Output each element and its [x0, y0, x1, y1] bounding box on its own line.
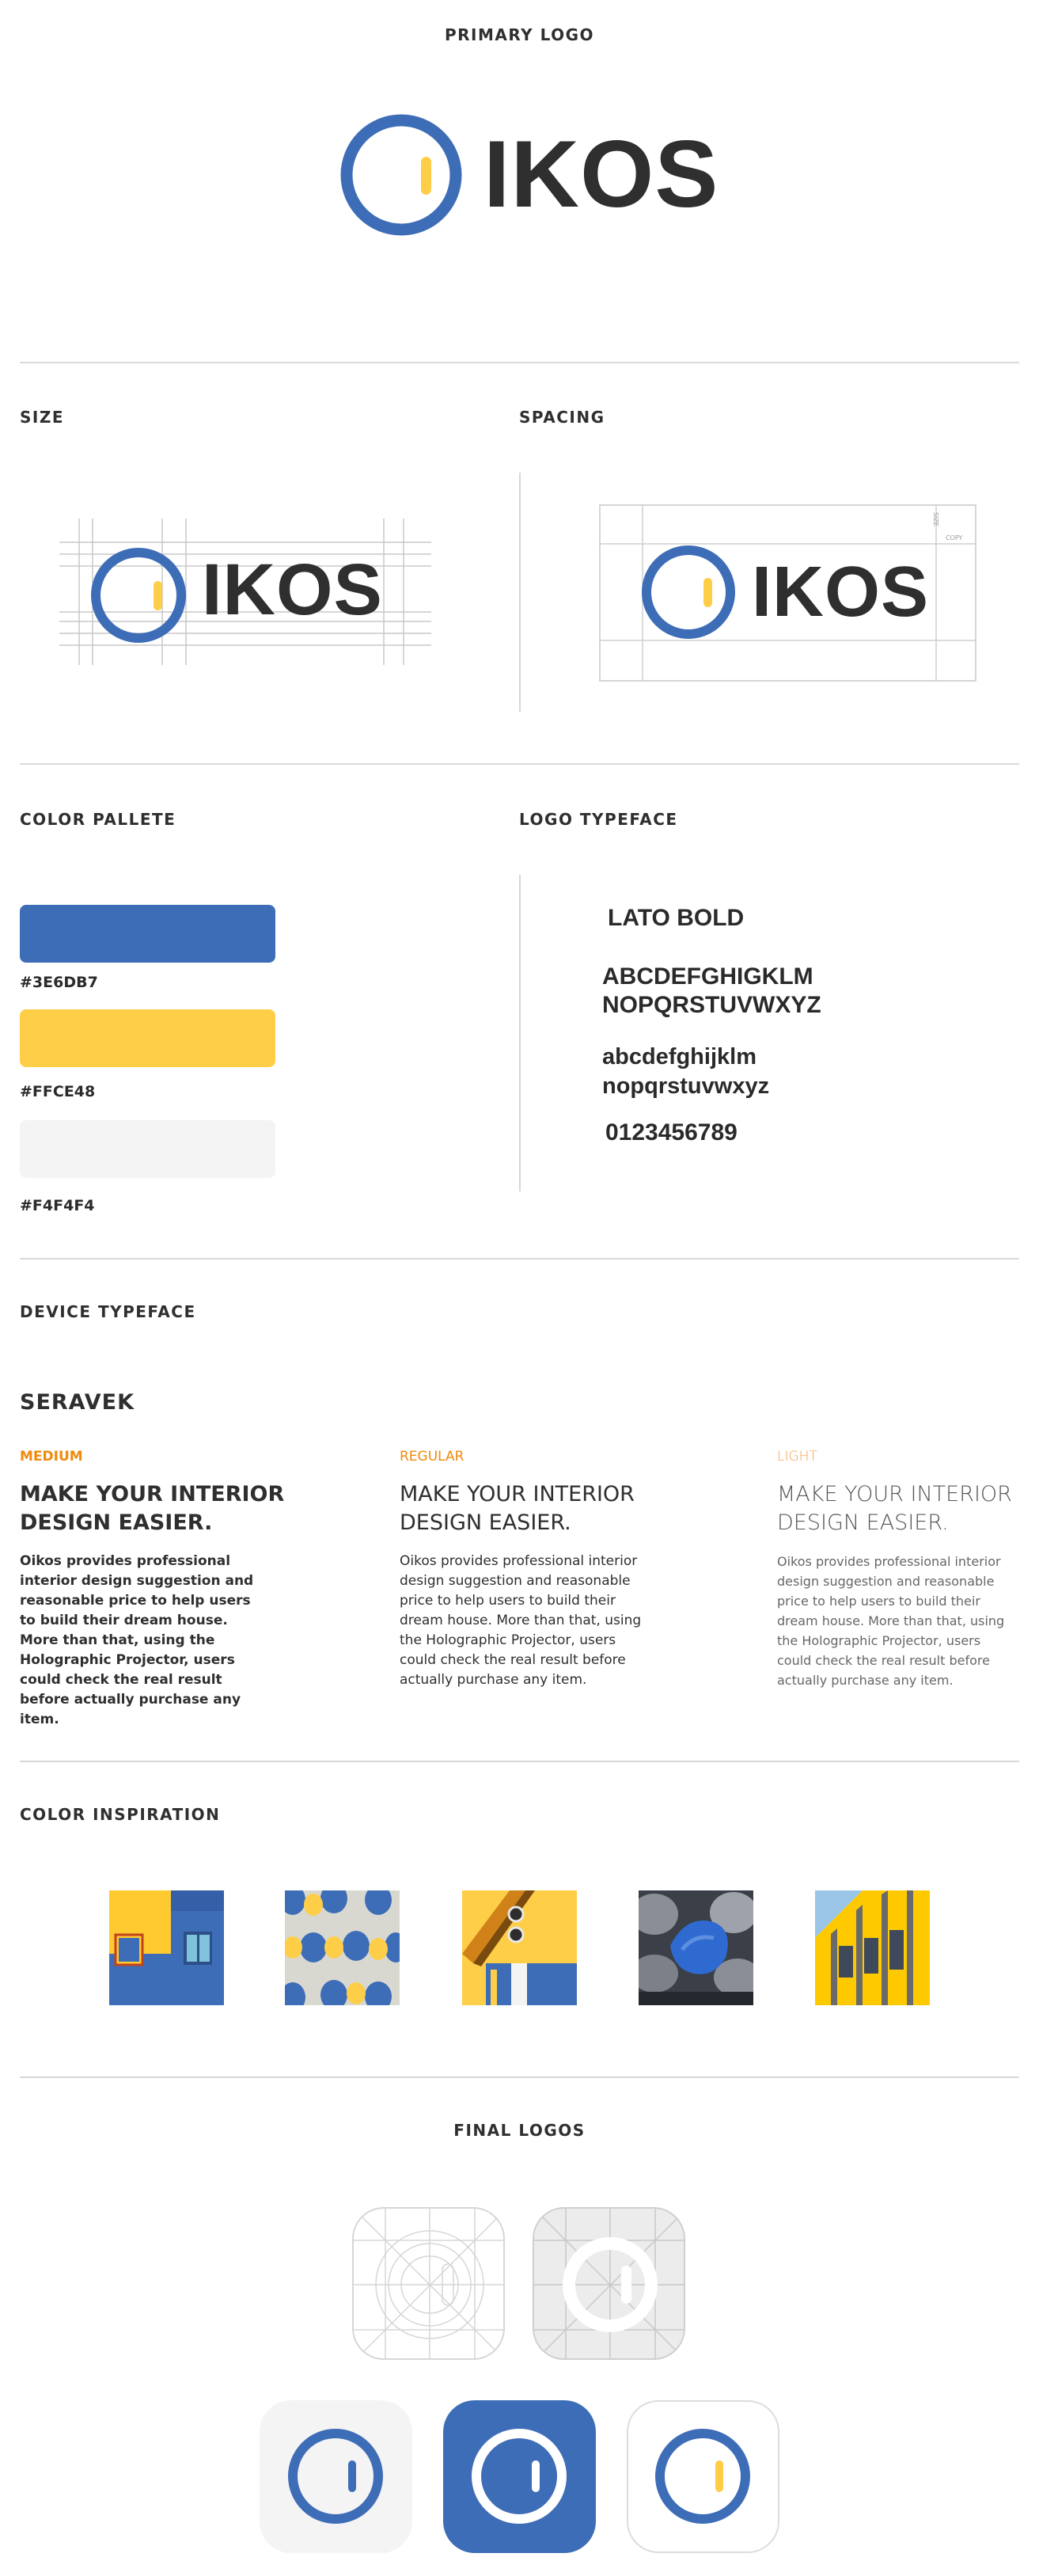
section-divider-vertical [519, 875, 521, 1191]
yellow-facade-icon [815, 1890, 930, 2005]
weight-headline-light: MAKE YOUR INTERIOR DESIGN EASIER. [777, 1482, 1012, 1535]
weight-tag-regular: REGULAR [400, 1449, 465, 1465]
weight-headline-regular: MAKE YOUR INTERIOR DESIGN EASIER. [400, 1482, 635, 1535]
blue-chair-icon [639, 1890, 753, 2005]
divider [20, 362, 1019, 363]
app-icon-grid-gray [533, 2207, 685, 2360]
typeface-uppercase-2: NOPQRSTUVWXYZ [602, 992, 821, 1018]
primary-logo-label: PRIMARY LOGO [444, 25, 595, 44]
weight-body-regular: Oikos provides professional interior design suggestion and reasonable price to help users to build their dream house. More than that, using the Holographic Projector, users could check the real result before actually purchase any item. [400, 1553, 642, 1688]
divider [20, 763, 1019, 765]
divider [20, 2076, 1019, 2078]
section-divider-vertical [519, 473, 521, 712]
primary-logo [339, 112, 719, 239]
swatch-blue [20, 905, 275, 963]
spacing-label: SPACING [519, 408, 605, 427]
size-label: SIZE [20, 408, 65, 427]
color-palette-label: COLOR PALLETE [20, 810, 176, 829]
device-font-family: SERAVEK [20, 1390, 135, 1415]
typeface-digits: 0123456789 [605, 1119, 738, 1146]
weight-body-medium: Oikos provides professional interior design suggestion and reasonable price to help users to build their dream house. More than that, using the Holographic Projector, users could check the real result before actually purchase any item. [20, 1553, 254, 1727]
swatch-yellow-hex: #FFCE48 [20, 1083, 96, 1100]
logo-ring-icon [640, 544, 737, 640]
logo-typeface-label: LOGO TYPEFACE [519, 810, 678, 829]
app-icon-white [627, 2400, 779, 2553]
logo-ring-icon [89, 546, 188, 644]
app-icon-blue [443, 2400, 596, 2553]
app-icon-light [260, 2400, 412, 2553]
yellow-blue-building-icon [109, 1890, 224, 2005]
polka-dot-wall-icon [285, 1890, 400, 2005]
typeface-lowercase-2: nopqrstuvwxyz [602, 1073, 770, 1099]
typeface-name: LATO BOLD [608, 905, 745, 931]
app-icon-grid-light [352, 2207, 505, 2360]
weight-tag-medium: MEDIUM [20, 1449, 83, 1465]
yellow-stairs-icon [462, 1890, 577, 2005]
color-inspiration-label: COLOR INSPIRATION [20, 1805, 221, 1824]
final-logos-label: FINAL LOGOS [453, 2121, 586, 2140]
swatch-blue-hex: #3E6DB7 [20, 974, 98, 991]
spacing-note-top: SIZE [932, 512, 939, 526]
device-typeface-label: DEVICE TYPEFACE [20, 1302, 196, 1321]
primary-logo-wordmark: IKOS [483, 121, 719, 227]
spacing-logo-box [599, 504, 976, 682]
weight-body-light: Oikos provides professional interior design suggestion and reasonable price to help users to build their dream house. More than that, using the Holographic Projector, users could check the real result before actually purchase any item. [777, 1554, 1005, 1688]
size-grid-logo [59, 519, 431, 665]
swatch-light [20, 1120, 275, 1178]
weight-tag-light: LIGHT [777, 1449, 817, 1465]
divider [20, 1761, 1019, 1762]
typeface-lowercase-1: abcdefghijklm [602, 1044, 756, 1070]
logo-ring-icon [339, 112, 464, 237]
swatch-yellow [20, 1009, 275, 1067]
divider [20, 1258, 1019, 1260]
spacing-note-bottom: COPY [946, 534, 963, 541]
weight-headline-medium: MAKE YOUR INTERIOR DESIGN EASIER. [20, 1482, 285, 1535]
size-wordmark: IKOS [202, 549, 383, 630]
spacing-wordmark: IKOS [752, 553, 930, 632]
swatch-light-hex: #F4F4F4 [20, 1197, 95, 1214]
typeface-uppercase-1: ABCDEFGHIGKLM [602, 963, 813, 990]
